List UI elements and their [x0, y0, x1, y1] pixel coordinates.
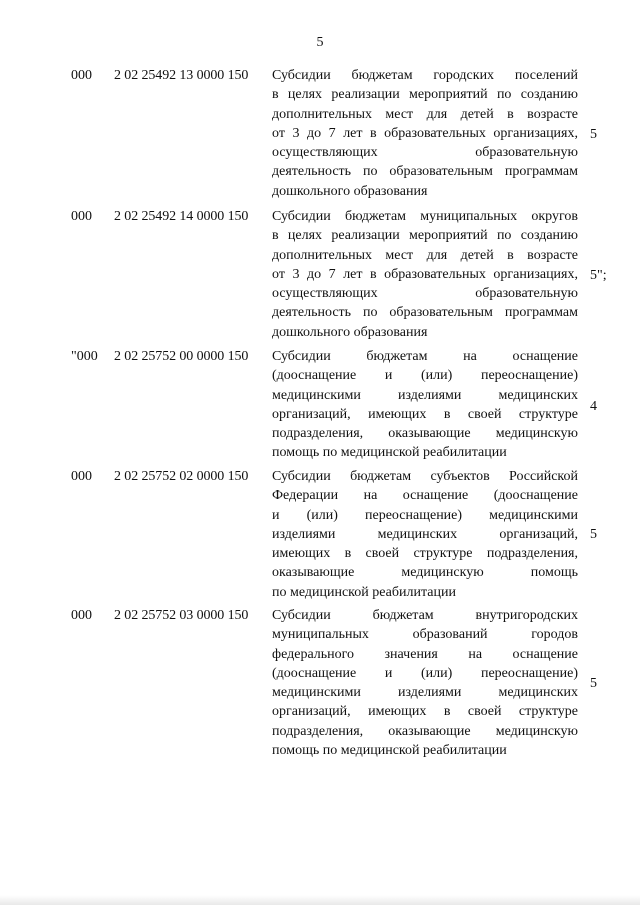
norm-value: 5 — [590, 127, 597, 142]
page-bottom-edge — [0, 895, 640, 905]
income-description — [272, 606, 578, 760]
description-line: в целях реализации мероприятий по созданию — [272, 87, 578, 103]
admin-code: 000 — [71, 68, 92, 83]
income-description — [272, 66, 578, 201]
income-description — [272, 347, 578, 463]
description-line: организаций, имеющих в своей структуре — [272, 406, 578, 422]
description-line: дошкольного образования — [272, 183, 428, 199]
income-description — [272, 467, 578, 602]
description-line: помощь по медицинской реабилитации — [272, 743, 507, 759]
norm-value: 5"; — [590, 268, 607, 283]
admin-code: 000 — [71, 608, 92, 623]
budget-code: 2 02 25492 13 0000 150 — [114, 68, 249, 83]
description-line: дополнительных мест для детей в возрасте — [272, 247, 578, 263]
description-line: медицинскими изделиями медицинских — [272, 387, 578, 403]
description-line: дополнительных мест для детей в возрасте — [272, 106, 578, 122]
description-line: Субсидии бюджетам городских поселений — [272, 68, 578, 83]
description-line: дошкольного образования — [272, 324, 428, 340]
description-line: осуществляющих образовательную — [272, 286, 578, 302]
description-line: деятельность по образовательным программам — [272, 305, 578, 321]
description-line: медицинскими изделиями медицинских — [272, 685, 578, 701]
description-line: осуществляющих образовательную — [272, 145, 578, 161]
description-line: помощь по медицинской реабилитации — [272, 445, 507, 461]
description-line: (дооснащение и (или) переоснащение) — [272, 665, 578, 681]
description-line: имеющих в своей структуре подразделения, — [272, 546, 578, 562]
description-line: в целях реализации мероприятий по созданию — [272, 228, 578, 244]
admin-code: 000 — [71, 469, 92, 484]
description-line: Субсидии бюджетам муниципальных округов — [272, 209, 578, 224]
description-line: по медицинской реабилитации — [272, 584, 456, 600]
description-line: федерального значения на оснащение — [272, 646, 578, 662]
description-line: организаций, имеющих в своей структуре — [272, 704, 578, 720]
description-line: подразделения, оказывающие медицинскую — [272, 723, 578, 739]
description-line: от 3 до 7 лет в образовательных организациях, — [272, 125, 578, 141]
income-description — [272, 207, 578, 342]
description-line: оказывающие медицинскую помощь — [272, 565, 578, 581]
norm-value: 5 — [590, 676, 597, 691]
description-line: подразделения, оказывающие медицинскую — [272, 426, 578, 442]
description-line: Субсидии бюджетам субъектов Российской — [272, 469, 578, 484]
admin-code: "000 — [71, 349, 98, 364]
budget-code: 2 02 25752 03 0000 150 — [114, 608, 249, 623]
description-line: Федерации на оснащение (дооснащение — [272, 488, 578, 504]
description-line: деятельность по образовательным программам — [272, 164, 578, 180]
norm-value: 5 — [590, 527, 597, 542]
budget-code: 2 02 25752 00 0000 150 — [114, 349, 249, 364]
description-line: Субсидии бюджетам на оснащение — [272, 349, 578, 364]
admin-code: 000 — [71, 209, 92, 224]
description-line: от 3 до 7 лет в образовательных организациях, — [272, 266, 578, 282]
description-line: Субсидии бюджетам внутригородских — [272, 608, 578, 623]
description-line: изделиями медицинских организаций, — [272, 526, 578, 542]
norm-value: 4 — [590, 399, 597, 414]
page-number: 5 — [316, 35, 324, 50]
description-line: (дооснащение и (или) переоснащение) — [272, 368, 578, 384]
budget-code: 2 02 25492 14 0000 150 — [114, 209, 249, 224]
description-line: и (или) переоснащение) медицинскими — [272, 507, 578, 523]
budget-code: 2 02 25752 02 0000 150 — [114, 469, 249, 484]
description-line: муниципальных образований городов — [272, 627, 578, 643]
